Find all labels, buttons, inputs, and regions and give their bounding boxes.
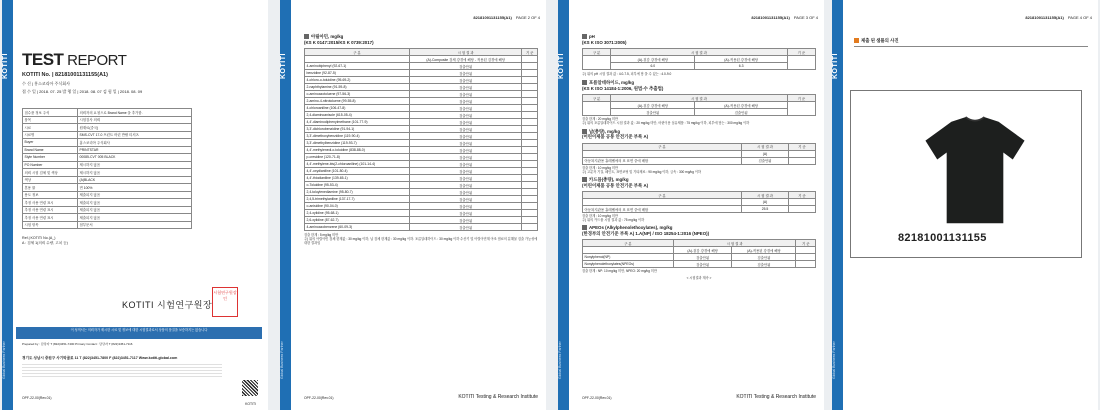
table-row: 추정 사용 연령 표시 제출되지 않음 — [23, 206, 192, 214]
table-row: 4-chloro-o-toluidine (95-69-2) 검출안됨 — [305, 77, 538, 84]
divider — [854, 46, 1088, 47]
table-row: Style Number 00085-CVT 005 BLACK — [23, 154, 192, 162]
table-row: 품목 시험검사 의뢰 — [23, 116, 192, 124]
report-number: KOTITI No. | 82181001131155(A1) — [22, 72, 108, 78]
ph-title: pH — [582, 34, 816, 40]
ph-table: 구 분 시 험 결 과 기 준 (A)-겉감 강경에 해당 (A)-적용된 강경에 해당 6.0 6.3 — [582, 48, 816, 70]
contact-line: Prepared by : 담당자 T (822)3451-7400 Primary Contact : 담당자 T (822)3451-7116 — [22, 342, 133, 346]
cadmium-note: 주) 위의 카드뮴 시험 결과 값 : 75 mg/kg 이하 — [582, 218, 645, 223]
table-row: 4,4'-oxydianiline (101-80-4) 검출안됨 — [305, 168, 538, 175]
footer-brand: KOTITI — [245, 402, 256, 406]
table-row: 2,4-toluylenediamine (95-80-7) 검출안됨 — [305, 189, 538, 196]
table-row: 3,3'-dichlorobenzidine (91-94-1) 검출안됨 — [305, 126, 538, 133]
table-row: 시료명 SMS-CVT 17-0 프린트 어린 반팔 티셔츠 — [23, 131, 192, 139]
report-page-4 — [832, 0, 1098, 410]
photo-section-title: 제출 된 샘플의 사진 — [854, 38, 899, 44]
table-row: 추정 사용 연령 표시 제출되지 않음 — [23, 199, 192, 207]
sidebar-brand: KOTITI — [2, 53, 9, 79]
apeo-method: (한경부의 안전기준 부록 A) 1.A(NP) / ISO 18254-1:2016 (NPEO)) — [582, 230, 710, 236]
sidebar-tagline: Global Business Partner — [2, 341, 6, 379]
table-row: o-aminoazotoluene (97-56-3) 검출안됨 — [305, 91, 538, 98]
table-row: Nonylphenol(NP) 검출안됨 검출안됨 — [583, 254, 816, 261]
continued-marker: < 시험결과 계속 > — [686, 275, 712, 280]
cadmium-limit: 검출 한계 : 10 mg/kg 미만 — [582, 214, 619, 219]
apeo-title: APEOs (Alkylphenolethoxylates), mg/kg — [582, 225, 816, 231]
section-icon — [582, 34, 587, 39]
table-row: 2,6-xylidine (87-62-7) 검출안됨 — [305, 217, 538, 224]
page-sidebar — [832, 0, 843, 410]
formaldehyde-table: 구 분 시 험 결 과 기 준 (A)-겉감 강경에 해당 (A)-적용된 강경에 해당 검출안됨 검출안됨 — [582, 94, 816, 116]
table-row: 시료 원재료(중국) — [23, 124, 192, 132]
table-row: 4-aminoazobenzene (60-09-3) 검출안됨 — [305, 224, 538, 231]
apeo-table: 구 분 시 험 결 과 기 준 (A)-겉감 강경에 해당 (A)-적용된 강경에 해당 Nonylphenol(NP) 검출안됨 검출안됨 Nonylphenolethoxylates(NPEOs) 검출안됨 검출안됨 — [582, 239, 816, 268]
form-code: OPF-22-00(Rev.01) — [22, 396, 52, 400]
receipt-info: 수 신 | 홍스코리아 주식회사 접 수 일 | 2018. 07. 25 발 행 일 | 2018. 08. 07 검 험 일 | 2018. 08. 09 — [22, 81, 143, 94]
cadmium-title: 카드뮴(총량), mg/kg — [582, 177, 816, 183]
sidebar-brand: KOTITI — [280, 53, 287, 79]
table-row: o-Toluidine (95-53-4) 검출안됨 — [305, 182, 538, 189]
qr-code — [242, 380, 258, 396]
lead-table: 구 분 시 험 결 과 기 준 (A) 아동복지관용 홀레벨에의 표 표면 중에 배합 검출안됨 — [582, 143, 816, 165]
section-icon — [854, 38, 859, 43]
table-row: 2-amino-4-nitrotoluene (99-55-8) 검출안됨 — [305, 98, 538, 105]
table-row: Brand Name PRINTSTAR — [23, 146, 192, 154]
director-signature: KOTITI 시험연구원장 — [122, 300, 213, 310]
page-sidebar — [2, 0, 13, 410]
section-icon — [304, 34, 309, 39]
table-row: 추정 사용 연령 표시 제출되지 않음 — [23, 214, 192, 222]
report-title: TEST REPORT — [22, 50, 127, 69]
table-row: 3,3'-dimethylbenzidine (119-93-7) 검출안됨 — [305, 140, 538, 147]
sidebar-tagline: Global Business Partner — [280, 341, 284, 379]
ph-method: (KS K ISO 3071:2005) — [582, 39, 627, 45]
table-row: 2-naphthylamine (91-59-8) 검출안됨 — [305, 84, 538, 91]
table-row: 2,4,5-trimethylaniline (137-17-7) 검출안됨 — [305, 196, 538, 203]
sidebar-tagline: Global Business Partner — [832, 341, 836, 379]
lead-note: 주) 고분자 기질, 페인트, 표면코팅 및 기타재료 : 90 mg/kg 이하, 금속 : 300 mg/kg 이하 — [582, 169, 701, 174]
table-row: o-anisidine (90-04-0) 검출안됨 — [305, 203, 538, 210]
table-row: 접수품 정보 주석 의뢰자의 요청으로 Brand Name 을 추가함. — [23, 109, 192, 117]
cadmium-method: (어린이제품 공통 안전기준 부록 A) — [582, 182, 649, 188]
table-row: 4,4'-thiodianiline (139-65-1) 검출안됨 — [305, 175, 538, 182]
section-icon — [582, 177, 587, 182]
tshirt-photo — [916, 110, 1034, 228]
report-page-1 — [2, 0, 268, 410]
reference-block: Ref.| KOTITI No.(A_) A : 검체 1(의뢰 수량, 고치 등) — [22, 236, 68, 245]
table-row: 혼용 률 면 100% — [23, 184, 192, 192]
section-title: 아릴아민, mg/kg — [304, 34, 538, 40]
fine-print — [22, 364, 222, 378]
arylamine-table: 구 분 시 험 결 과 기 준 (A)-Composite 검체 강경에 해당 - 적용된 검경에 해당 4-aminobiphenyl (92-67-1) 검출안됨 benzidine (92-87-5) 검출안됨 4-chloro-o-toluidine (95-69-2) 검출안됨 2-naphthylamine (91-59-8) 검출안됨 o-aminoazotoluene (97-56-3) 검출안됨 2-amino-4-nitrotoluene (99-55-8) 검출안됨 4-chloroaniline (106-47-8) 검출안됨 2,4-diaminoanisole (615-05-4) 검출안됨 4,4'-diaminodiphenylmethane (101-77-9) 검출안됨 3,3'-dichlorobenzidine (91-94-1) 검출안됨 3,3'-dimethoxybenzidine (119-90-4) 검출안됨 3,3'-dimethylbenzidine (119-93-7) 검출안됨 4,4'-methylenedi-o-toluidine (838-88-0) 검출안됨 p-cresidine (120-71-8) 검출안됨 4,4'-methylene-bis(2-chloroaniline) (101-14-4) 검출안됨 4,4'-oxydianiline (101-80-4) 검출안됨 4,4'-thiodianiline (139-65-1) 검출안됨 o-Toluidine (95-53-4) 검출안됨 2,4-toluylenediamine (95-80-7) 검출안됨 2,4,5-trimethylaniline (137-17-7) 검출안됨 o-anisidine (90-04-0) 검출안됨 2,4-xylidine (95-68-1) 검출안됨 2,6-xylidine (87-62-7) 검출안됨 4-aminoazobenzene (60-09-3) 검출안됨 — [304, 48, 538, 231]
table-row: 용도 정보 제출되지 않음 — [23, 191, 192, 199]
table-row: PO Number 제시하지 않음 — [23, 161, 192, 169]
form-code: OPF-22-00(Rev.01) — [304, 396, 334, 400]
footer-institute: KOTITI Testing & Research Institute — [736, 394, 816, 400]
formaldehyde-method: (KS K ISO 14184-1:2006, 원법-수 추출법) — [582, 85, 664, 91]
table-row: 의뢰 시험 검체 및 색상 제시하지 않음 — [23, 169, 192, 177]
sidebar-brand: KOTITI — [832, 53, 839, 79]
apeo-limit: 검출 한계 : NP: 10 mg/kg 미만, NPEO: 20 mg/kg 미만 — [582, 269, 657, 274]
table-row: 4,4'-methylene-bis(2-chloroaniline) (101-14-4) 검출안됨 — [305, 161, 538, 168]
report-page-3 — [558, 0, 824, 410]
page-sidebar — [280, 0, 291, 410]
report-page-2 — [280, 0, 546, 410]
page-sidebar — [558, 0, 569, 410]
page-header: 82181001131155(A1) PAGE 3 OF 4 — [751, 15, 818, 20]
lead-method: (어린이제품 공통 안전기준 부록 A) — [582, 134, 649, 140]
table-row: 색상 (A)BLACK — [23, 176, 192, 184]
table-row: 시험 항목 첨부문서 — [23, 221, 192, 229]
section-notes: 주) 위의 아릴아민 검체 한계값 : 30 mg/kg 이하, 납 검체 한계값 : 30 mg/kg 이하. 포름알데하이드 : 30 mg/kg 이하 수산기 및 아릴아민계 아조 염료의 분해물 검출 가능성에 대한 결과임 — [304, 237, 538, 246]
formaldehyde-title: 포름알데하이드, mg/kg — [582, 80, 816, 86]
sidebar-brand: KOTITI — [558, 53, 565, 79]
section-icon — [582, 225, 587, 230]
page-header: 82181001131155(A1) PAGE 2 OF 4 — [473, 15, 540, 20]
lead-limit: 검출 한계 : 10 mg/kg 미만 — [582, 165, 619, 170]
section-method: (KS K 0147:2015/KS K 0739:2017) — [304, 39, 374, 45]
table-row: 4,4'-methylenedi-o-toluidine (838-88-0) 검출안됨 — [305, 147, 538, 154]
ph-note: 주) 위의 pH 시험 결과 값 : 4.0-7.5, 피부에 닿 을 수 있는 : 4.0-9.0 — [582, 72, 672, 76]
table-row: p-cresidine (120-71-8) 검출안됨 — [305, 154, 538, 161]
form-code: OPF-22-00(Rev.01) — [582, 396, 612, 400]
page-header: 82181001131155(A1) PAGE 4 OF 4 — [1025, 15, 1092, 20]
cadmium-table: 구 분 시 험 결 과 기 준 (A) 아동복지관용 홀레벨에의 표 표면 중에 배합 25.5 — [582, 191, 816, 213]
formaldehyde-note: 주) 위의 포름알데하이드 시험 결과 값 : 20 mg/kg 미만, 어린이용 섬유제품 : 75 mg/kg 이하, 피부에 닿는 : 300 mg/kg 이하 — [582, 121, 750, 126]
official-seal: 시험연구원장인 — [212, 287, 238, 317]
section-icon — [582, 80, 587, 85]
footer-institute: KOTITI Testing & Research Institute — [458, 394, 538, 400]
table-row: Buyer 홈스코리아 주식회사 — [23, 139, 192, 147]
sample-info-table — [22, 108, 192, 229]
lead-title: 납(총량), mg/kg — [582, 129, 816, 135]
section-icon — [582, 129, 587, 134]
disclaimer-bar: 이 성적서는 의뢰자가 제시한 시료 및 정보에 대한 시험결과로서 상품의 품질을 보증하지는 않습니다 — [16, 327, 262, 339]
table-row: 4-aminobiphenyl (92-67-1) 검출안됨 — [305, 63, 538, 70]
table-row: 4-chloroaniline (106-47-8) 검출안됨 — [305, 105, 538, 112]
address-line: 경기도 성남시 중원구 사기막골로 11 T (822)3451-7800 F (822)3451-7117 Www.kotiti-global.com — [22, 356, 178, 360]
table-row: benzidine (92-87-5) 검출안됨 — [305, 70, 538, 77]
formaldehyde-limit: 검출 한계 : 20 mg/kg 미만 — [582, 117, 619, 122]
sidebar-tagline: Global Business Partner — [558, 341, 562, 379]
table-row: 3,3'-dimethoxybenzidine (119-90-4) 검출안됨 — [305, 133, 538, 140]
sample-number: 82181001131155 — [898, 232, 987, 244]
table-row: 2,4-diaminoanisole (615-05-4) 검출안됨 — [305, 112, 538, 119]
detection-limit: 검출 한계 : 5 mg/kg 미만 — [304, 233, 339, 237]
table-row: 4,4'-diaminodiphenylmethane (101-77-9) 검출안됨 — [305, 119, 538, 126]
table-row: Nonylphenolethoxylates(NPEOs) 검출안됨 검출안됨 — [583, 261, 816, 268]
table-row: 2,4-xylidine (95-68-1) 검출안됨 — [305, 210, 538, 217]
